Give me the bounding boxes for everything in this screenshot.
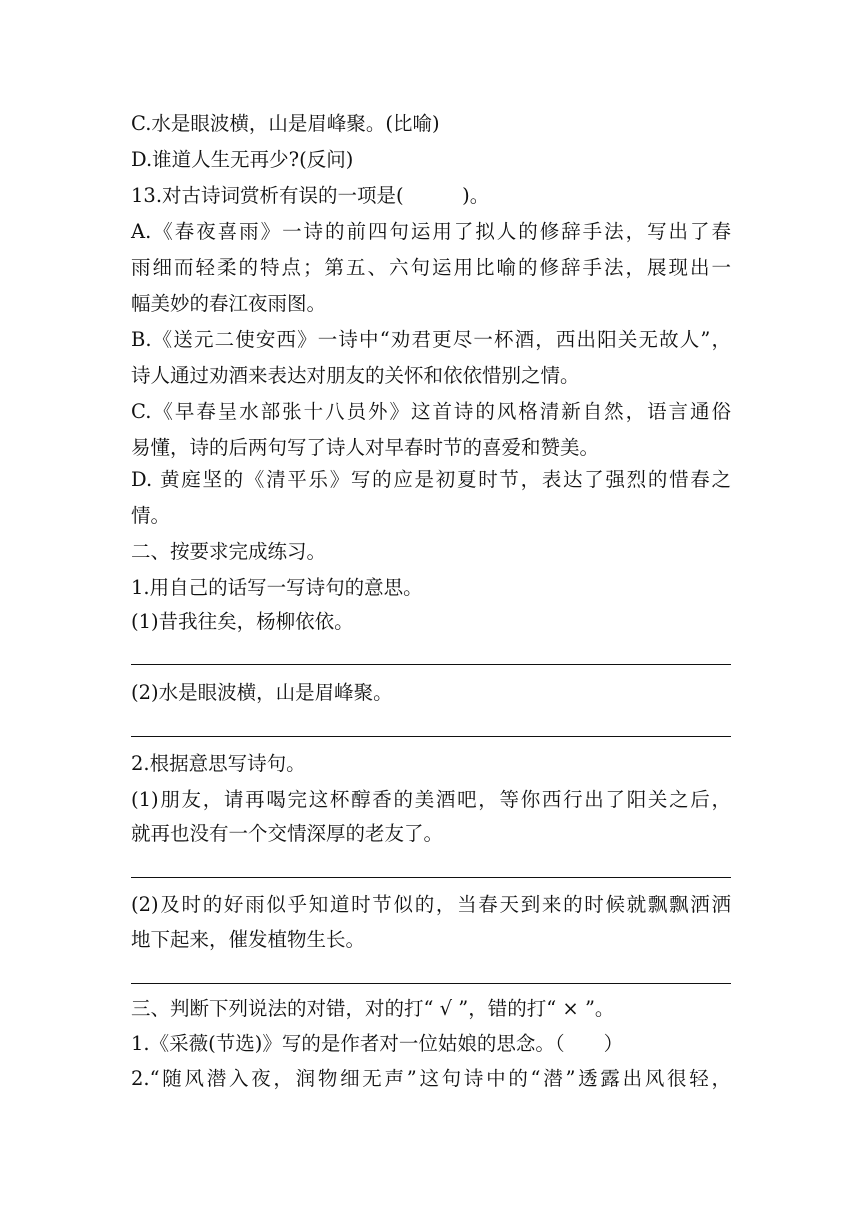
section-2-heading: 二、按要求完成练习。 — [131, 540, 327, 563]
q13-option-c-line1: C.《早春呈水部张十八员外》这首诗的风格清新自然，语言通俗 — [131, 400, 731, 423]
section-2-q2-stem: 2.根据意思写诗句。 — [131, 752, 306, 775]
option-d-rhetorical-question: D.谁道人生无再少?(反问) — [131, 148, 354, 171]
answer-line[interactable] — [131, 983, 731, 984]
q13-option-c-line2: 易懂，诗的后两句写了诗人对早春时节的喜爱和赞美。 — [131, 436, 600, 459]
section-2-q1-item2: (2)水是眼波横，山是眉峰聚。 — [131, 681, 393, 704]
section-3-heading: 三、判断下列说法的对错，对的打“ √ ”，错的打“ × ”。 — [131, 997, 615, 1020]
section-3-q1: 1.《采薇(节选)》写的是作者对一位姑娘的思念。（ ） — [131, 1032, 624, 1055]
section-2-q2-item1-line2: 就再也没有一个交情深厚的老友了。 — [131, 822, 444, 845]
q13-option-a-line1: A.《春夜喜雨》一诗的前四句运用了拟人的修辞手法，写出了春 — [131, 220, 731, 243]
q13-option-b-line2: 诗人通过劝酒来表达对朋友的关怀和依依惜别之情。 — [131, 364, 580, 387]
section-2-q2-item2-line1: (2)及时的好雨似乎知道时节似的，当春天到来的时候就飘飘洒洒 — [131, 893, 731, 916]
q13-option-d-line1: D. 黄庭坚的《清平乐》写的应是初夏时节，表达了强烈的惜春之 — [131, 468, 731, 491]
question-13-stem: 13.对古诗词赏析有误的一项是( )。 — [131, 184, 490, 207]
q13-option-a-line2: 雨细而轻柔的特点；第五、六句运用比喻的修辞手法，展现出一 — [131, 256, 731, 279]
answer-line[interactable] — [131, 877, 731, 878]
answer-line[interactable] — [131, 664, 731, 665]
q13-option-d-line2: 情。 — [131, 504, 171, 527]
section-2-q1-stem: 1.用自己的话写一写诗句的意思。 — [131, 576, 423, 599]
section-3-q2-line1: 2.“随风潜入夜，润物细无声”这句诗中的“潜”透露出风很轻， — [131, 1067, 731, 1090]
section-2-q1-item1: (1)昔我往矣，杨柳依依。 — [131, 610, 354, 633]
answer-line[interactable] — [131, 736, 731, 737]
q13-option-b-line1: B.《送元二使安西》一诗中“劝君更尽一杯酒，西出阳关无故人”， — [131, 328, 731, 351]
section-2-q2-item1-line1: (1)朋友，请再喝完这杯醇香的美酒吧，等你西行出了阳关之后， — [131, 788, 731, 811]
option-c-metaphor: C.水是眼波横，山是眉峰聚。(比喻) — [131, 112, 440, 135]
q13-option-a-line3: 幅美妙的春江夜雨图。 — [131, 292, 327, 315]
section-2-q2-item2-line2: 地下起来，催发植物生长。 — [131, 928, 366, 951]
